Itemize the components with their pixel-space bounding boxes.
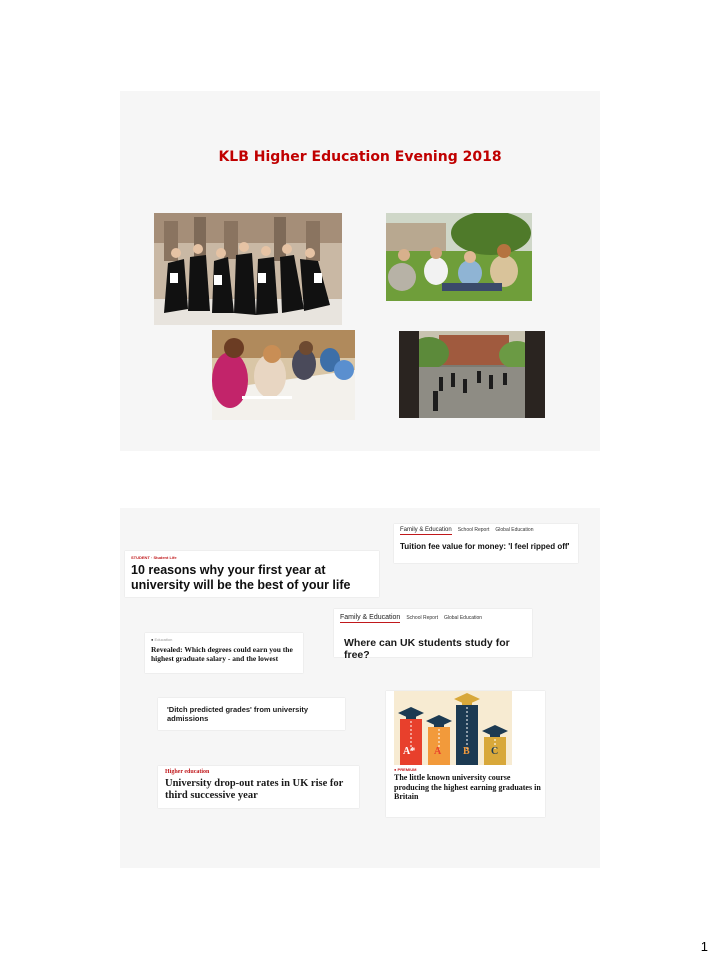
grade-label: A* bbox=[403, 746, 416, 757]
kicker: ● PREMIUM bbox=[394, 767, 417, 772]
earning-graduates-card[interactable] bbox=[386, 691, 545, 817]
tab-school-report[interactable]: School Report bbox=[457, 527, 490, 533]
headline: The little known university course producing the highest earning graduates in Britain bbox=[394, 773, 541, 801]
predicted-grades-card[interactable] bbox=[158, 698, 345, 730]
exam-hall-photo bbox=[212, 330, 355, 420]
students-on-grass-photo bbox=[386, 213, 532, 301]
page-number: 1 bbox=[700, 939, 708, 954]
tab-family-education[interactable]: Family & Education bbox=[340, 614, 401, 621]
grade-label: A bbox=[434, 746, 442, 757]
slide-2 bbox=[120, 508, 600, 868]
headline: Tuition fee value for money: 'I feel ripped off' bbox=[400, 542, 570, 551]
grade-label: C bbox=[491, 746, 499, 757]
section-tabs bbox=[400, 527, 539, 533]
headline: University drop-out rates in UK rise for third successive year bbox=[165, 778, 344, 801]
campus-courtyard-photo bbox=[399, 331, 545, 418]
kicker-text: PREMIUM bbox=[397, 767, 417, 772]
first-year-reasons-card[interactable] bbox=[125, 551, 379, 597]
grades-graphic bbox=[394, 691, 512, 765]
tab-global-education[interactable]: Global Education bbox=[495, 527, 534, 533]
headline: 'Ditch predicted grades' from university admissions bbox=[167, 705, 309, 723]
kicker: STUDENT · Student Life bbox=[131, 555, 177, 560]
headline: Revealed: Which degrees could earn you the highest graduate salary - and the lowest bbox=[151, 645, 293, 663]
graduates-photo bbox=[154, 213, 342, 325]
graduate-salary-card[interactable] bbox=[145, 633, 303, 673]
headline: 10 reasons why your first year at university will be the best of your life bbox=[131, 563, 351, 592]
tab-global-education[interactable]: Global Education bbox=[444, 615, 483, 621]
tuition-fee-card[interactable] bbox=[394, 524, 578, 563]
slide-1 bbox=[120, 91, 600, 451]
study-free-card[interactable] bbox=[334, 609, 532, 661]
grade-label: B bbox=[463, 746, 470, 757]
kicker-text: Education bbox=[154, 637, 173, 642]
section-tabs bbox=[340, 614, 488, 621]
slide-title: KLB Higher Education Evening 2018 bbox=[218, 149, 502, 165]
kicker: Higher education bbox=[165, 769, 210, 775]
dropout-rates-card[interactable] bbox=[158, 766, 359, 808]
kicker: ● Education bbox=[151, 637, 173, 642]
tab-school-report[interactable]: School Report bbox=[406, 615, 438, 621]
tab-family-education[interactable]: Family & Education bbox=[400, 527, 452, 533]
headline: Where can UK students study for free? bbox=[344, 637, 510, 661]
